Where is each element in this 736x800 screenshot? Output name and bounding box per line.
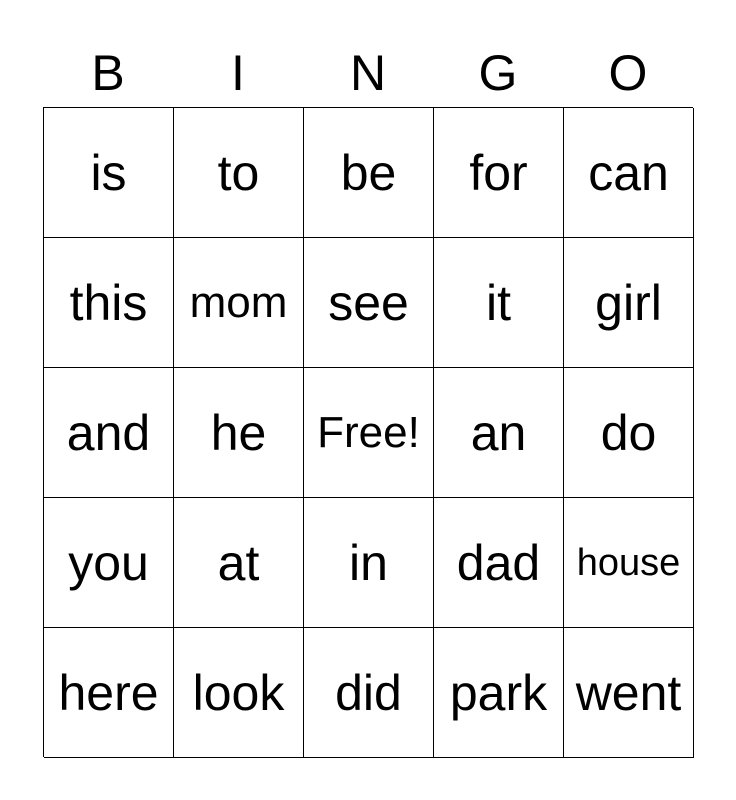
- free-space-cell[interactable]: Free!: [304, 368, 434, 498]
- bingo-cell[interactable]: mom: [174, 238, 304, 368]
- bingo-cell[interactable]: is: [44, 108, 174, 238]
- bingo-cell[interactable]: he: [174, 368, 304, 498]
- bingo-cell[interactable]: here: [44, 628, 174, 758]
- bingo-cell[interactable]: see: [304, 238, 434, 368]
- bingo-cell[interactable]: this: [44, 238, 174, 368]
- bingo-cell[interactable]: girl: [564, 238, 694, 368]
- bingo-cell[interactable]: went: [564, 628, 694, 758]
- header-letter-g: G: [478, 45, 518, 101]
- header-letter-o: O: [608, 45, 648, 101]
- bingo-cell[interactable]: in: [304, 498, 434, 628]
- bingo-cell[interactable]: an: [434, 368, 564, 498]
- bingo-cell[interactable]: house: [564, 498, 694, 628]
- header-letter-b: B: [91, 45, 125, 101]
- bingo-cell[interactable]: do: [564, 368, 694, 498]
- bingo-header: [43, 40, 693, 106]
- bingo-cell[interactable]: it: [434, 238, 564, 368]
- bingo-cell[interactable]: for: [434, 108, 564, 238]
- bingo-cell[interactable]: be: [304, 108, 434, 238]
- bingo-cell[interactable]: park: [434, 628, 564, 758]
- bingo-cell[interactable]: you: [44, 498, 174, 628]
- bingo-cell[interactable]: and: [44, 368, 174, 498]
- bingo-cell[interactable]: to: [174, 108, 304, 238]
- header-letter-n: N: [349, 45, 387, 101]
- bingo-grid: [43, 107, 693, 757]
- bingo-cell[interactable]: look: [174, 628, 304, 758]
- bingo-cell[interactable]: can: [564, 108, 694, 238]
- bingo-cell[interactable]: did: [304, 628, 434, 758]
- bingo-cell[interactable]: at: [174, 498, 304, 628]
- bingo-cell[interactable]: dad: [434, 498, 564, 628]
- header-letter-i: I: [231, 45, 245, 101]
